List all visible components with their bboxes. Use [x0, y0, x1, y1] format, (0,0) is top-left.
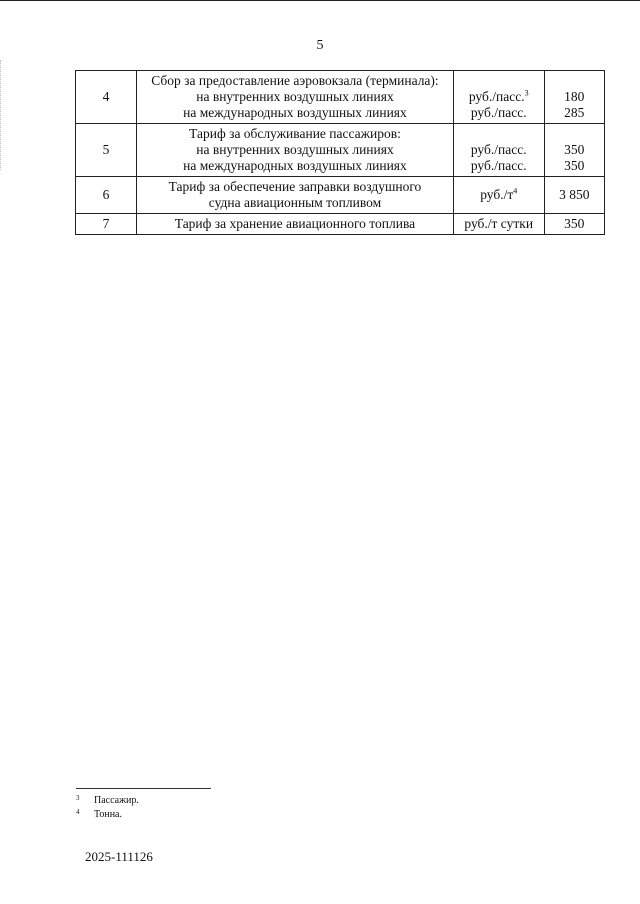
service-name-line: на международных воздушных линиях	[183, 158, 407, 173]
row-number: 5	[76, 124, 137, 177]
row-number: 6	[76, 177, 137, 214]
footnote-reference: 3	[524, 88, 529, 98]
table-row	[76, 71, 605, 124]
unit-line	[458, 89, 540, 105]
tariff-value-line	[549, 126, 600, 142]
unit-text: руб./пасс.	[470, 105, 527, 120]
tariff-value-line: 350	[564, 142, 585, 157]
scan-top-edge	[0, 0, 640, 1]
page-number: 5	[316, 38, 324, 53]
unit-line	[458, 158, 540, 174]
unit-text: руб./пасс.	[470, 158, 527, 173]
scan-margin-marks	[0, 60, 3, 170]
footnote-item	[76, 808, 139, 822]
unit-line	[458, 187, 540, 203]
unit-line	[458, 126, 540, 142]
service-name-line: судна авиационным топливом	[208, 195, 382, 210]
unit	[453, 71, 544, 124]
tariff-value-line: 3 850	[559, 187, 590, 202]
footnote-divider	[76, 788, 211, 789]
service-name-line: Сбор за предоставление аэровокзала (терминала):	[151, 73, 439, 88]
unit-line	[458, 142, 540, 158]
unit-text: руб./пасс.	[470, 142, 527, 157]
footnote-text: Пассажир.	[94, 795, 139, 806]
unit	[453, 214, 544, 235]
service-name-line: Тариф за обслуживание пассажиров:	[189, 126, 401, 141]
unit-text: руб./т сутки	[464, 216, 534, 231]
service-name	[137, 124, 454, 177]
tariff-value-line: 350	[564, 158, 585, 173]
service-name	[137, 71, 454, 124]
footnote-text: Тонна.	[94, 809, 122, 820]
unit-text: руб./т	[480, 187, 514, 202]
unit	[453, 124, 544, 177]
footnote-reference: 4	[513, 186, 518, 196]
tariff-table	[75, 70, 605, 235]
service-name-line: на внутренних воздушных линиях	[196, 142, 394, 157]
service-name-line: на внутренних воздушных линиях	[196, 89, 394, 104]
table-row	[76, 124, 605, 177]
tariff-table-body	[76, 71, 605, 235]
unit-text: руб./пасс.	[468, 89, 525, 104]
tariff-value	[544, 124, 604, 177]
footnotes	[76, 794, 139, 822]
service-name	[137, 214, 454, 235]
tariff-value	[544, 214, 604, 235]
tariff-value-line: 180	[564, 89, 585, 104]
footnote-mark: 4	[76, 808, 80, 816]
tariff-value-line: 350	[564, 216, 585, 231]
service-name-line: Тариф за хранение авиационного топлива	[174, 216, 416, 231]
tariff-value	[544, 177, 604, 214]
service-name-line: на международных воздушных линиях	[183, 105, 407, 120]
tariff-value	[544, 71, 604, 124]
tariff-value-line	[549, 73, 600, 89]
row-number: 7	[76, 214, 137, 235]
table-row	[76, 177, 605, 214]
unit-line	[458, 216, 540, 232]
unit-line	[458, 105, 540, 121]
row-number: 4	[76, 71, 137, 124]
document-code: 2025-111126	[85, 849, 153, 864]
unit	[453, 177, 544, 214]
unit-line	[458, 73, 540, 89]
service-name-line: Тариф за обеспечение заправки воздушного	[168, 179, 422, 194]
tariff-value-line: 285	[564, 105, 585, 120]
service-name	[137, 177, 454, 214]
footnote-mark: 3	[76, 794, 80, 802]
table-row	[76, 214, 605, 235]
